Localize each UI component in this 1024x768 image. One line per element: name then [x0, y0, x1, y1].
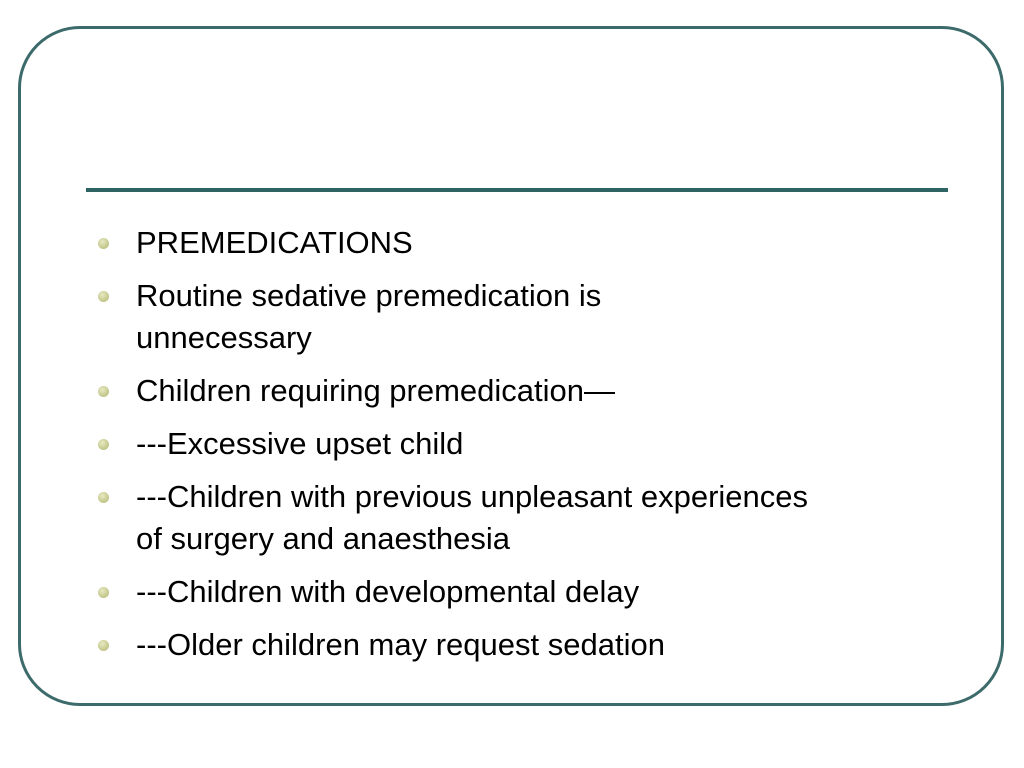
bullet-icon [98, 291, 109, 302]
bullet-item [98, 222, 938, 264]
bullet-item [98, 423, 938, 465]
bullet-text: ---Excessive upset child [136, 426, 464, 461]
bullet-icon [98, 439, 109, 450]
bullet-icon [98, 238, 109, 249]
bullet-text: Children requiring premedication— [136, 373, 616, 408]
bullet-item [98, 476, 938, 560]
bullet-item [98, 624, 938, 666]
bullet-item [98, 275, 938, 359]
bullet-icon [98, 386, 109, 397]
bullet-text: ---Children with previous unpleasant experiences of surgery and anaesthesia [136, 479, 809, 556]
bullet-text: Routine sedative premedication is unnecessary [136, 278, 602, 355]
bullet-item [98, 370, 938, 412]
bullet-icon [98, 492, 109, 503]
bullet-list [98, 222, 938, 677]
bullet-text: PREMEDICATIONS [136, 225, 413, 260]
bullet-icon [98, 640, 109, 651]
title-divider [86, 188, 948, 192]
bullet-item [98, 571, 938, 613]
bullet-icon [98, 587, 109, 598]
bullet-text: ---Older children may request sedation [136, 627, 665, 662]
bullet-text: ---Children with developmental delay [136, 574, 640, 609]
